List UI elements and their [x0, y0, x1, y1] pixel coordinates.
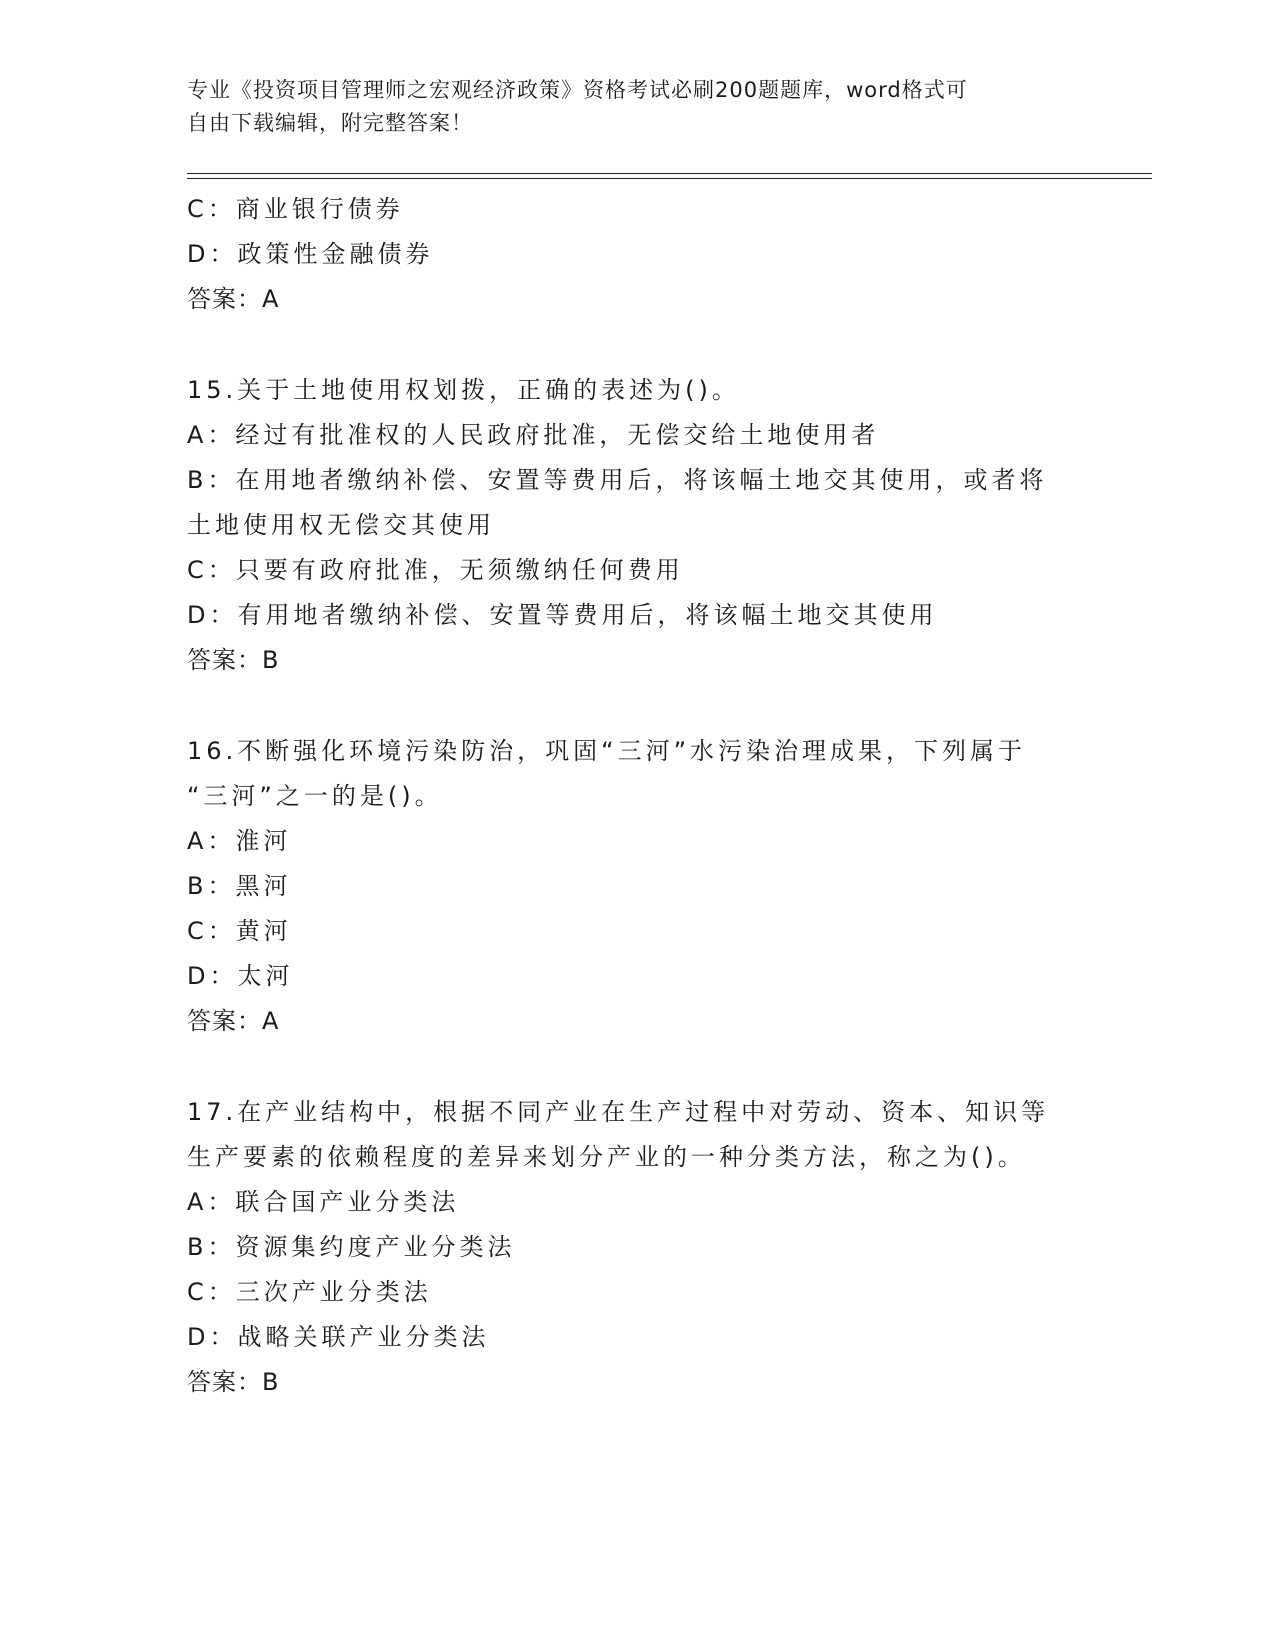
option-c: C：只要有政府批准，无须缴纳任何费用	[187, 556, 684, 584]
option-a: A：淮河	[187, 827, 292, 855]
question-16	[187, 729, 1087, 1044]
option-b: B：资源集约度产业分类法	[187, 1233, 516, 1261]
option-b-continued: 土地使用权无偿交其使用	[187, 511, 495, 539]
question-15	[187, 368, 1087, 683]
option-d: D：有用地者缴纳补偿、安置等费用后，将该幅土地交其使用	[187, 601, 938, 629]
question-stem: 17.在产业结构中，根据不同产业在生产过程中对劳动、资本、知识等	[187, 1098, 1050, 1126]
option-d: D：战略关联产业分类法	[187, 1323, 490, 1351]
option-c: C：三次产业分类法	[187, 1278, 432, 1306]
header-divider-bottom	[187, 178, 1152, 179]
header-line-1: 专业《投资项目管理师之宏观经济政策》资格考试必刷200题题库，word格式可	[187, 78, 968, 102]
question-17	[187, 1090, 1087, 1405]
option-d: D：政策性金融债券	[187, 240, 434, 268]
spacer	[187, 1044, 1087, 1090]
document-header	[187, 74, 1067, 140]
answer-line: 答案：B	[187, 1368, 280, 1396]
option-c: C：黄河	[187, 917, 292, 945]
option-a: A：经过有批准权的人民政府批准，无偿交给土地使用者	[187, 421, 880, 449]
spacer	[187, 683, 1087, 729]
question-stem: 15.关于土地使用权划拨，正确的表述为()。	[187, 376, 740, 404]
header-line-2: 自由下载编辑，附完整答案！	[187, 111, 473, 135]
option-b: B：黑河	[187, 872, 292, 900]
option-c: C：商业银行债券	[187, 195, 404, 223]
option-a: A：联合国产业分类法	[187, 1188, 460, 1216]
answer-line: 答案：A	[187, 1007, 280, 1035]
question-stem: 16.不断强化环境污染防治，巩固“三河”水污染治理成果，下列属于	[187, 737, 1027, 765]
option-b: B：在用地者缴纳补偿、安置等费用后，将该幅土地交其使用，或者将	[187, 466, 1048, 494]
option-d: D：太河	[187, 962, 294, 990]
question-list	[187, 187, 1087, 1405]
header-divider-top	[187, 173, 1152, 174]
answer-line: 答案：B	[187, 646, 280, 674]
previous-question-tail	[187, 187, 1087, 322]
spacer	[187, 322, 1087, 368]
answer-line: 答案：A	[187, 285, 280, 313]
question-stem-continued: “三河”之一的是()。	[187, 782, 443, 810]
question-stem-continued: 生产要素的依赖程度的差异来划分产业的一种分类方法，称之为()。	[187, 1143, 1026, 1171]
